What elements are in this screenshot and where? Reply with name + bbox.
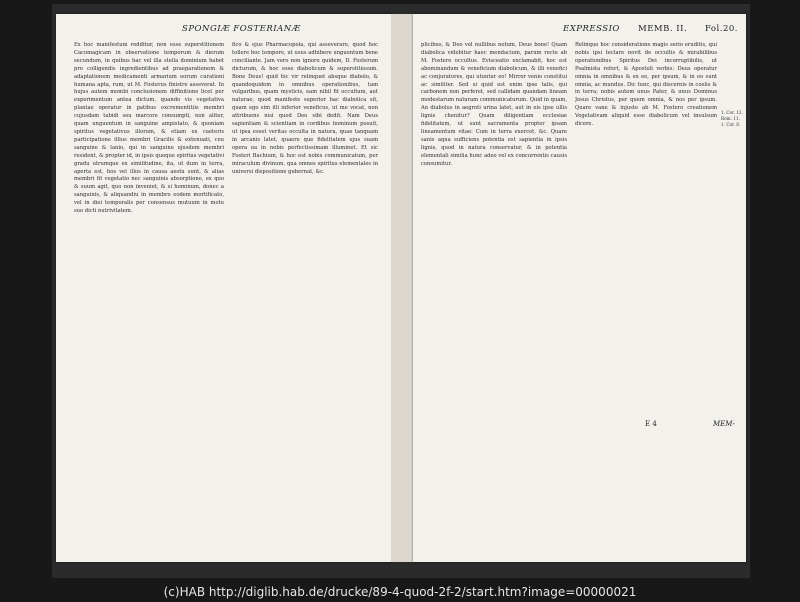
catchword: MEM- xyxy=(713,420,735,428)
right-running-title: EXPRESSIO xyxy=(563,24,620,34)
right-column-1-text: plicibus, & Deo vel nullibus notum, Deus bone! Quam diabolica videbitur haec mendacium, parum recte ab M. Fostero occultus. Evisceatio exclamabit, hoc est abominandum & veneficium diabolicum, & illi venefici ac conjuratores, qui utuntur eo! Mirror venio constitui ac similiter. Sed si quid est enim ipse talis, qui carbonem non perferet, sed callidam quandam lineam modestarum naturam communicaturum. Quid in quam, An diabolus in aegroti urina latet, aut in eis ipse ullis lignis chenitur? Quam diligentiam ecclesiae fidelitatem, ut sunt sacramenta propter ipsam lineamentum vitae: Cum in terra exercet, &c. Quare sanis aqua sufficiens potentia est sapientia in ipsis lignis, quod in natura conservatur, & in potentia elementali similia hunc adeo vel ex concurrentis causis consumitur. xyxy=(421,42,567,167)
left-running-head xyxy=(56,24,391,38)
book-gutter xyxy=(391,14,413,562)
left-column-1-text: Ex hoc manifestum redditur, non esse superstitionem Cacomagicam in observatione temporum & dierum secundum, in quibus hac vel illa stella dominium habet pro colligendis ingredientibus ad praeparationem & adaptationem medicamenti armarium eorum curationi humana apta, rum, ut M. Fosterus finistre asseverat. In hujus autem mombi conclusionem diffinitione licet per experimentum antea dictum, quando vis vegetativa plantae operatur in patibus excrementitiis membri cujusdam tabidi seu marcore consumpti, non aliter, quam unguentum in sanguine ampistato, & quoniam spiritus vegetativus illorum, & etiam ex caeteris participatione illius membri Gracilis & extenuati, ceu sanguine & lanio, qui in sanguine ejusdem membri resident, & propter id, in ipsis quoque spiritus vegetativi gradu utrumque ex similitudine, ita, ut dum in terra, aperta est, hos vel illos in causa aestu sunt, & alias membri fit vegetatio nec sanguinis absorptione, ex quo & suum agit, quo non inveniet, & si hominum, donec a sanguinis, & aliquandiu in membro eodem mortificato, vel in diei temporalis per consensus mutuum in motu suo dicti nutrivitatem. xyxy=(74,42,224,215)
margin-notes: 1. Cor. 12. Rom. 11. 1. Cor. 8. xyxy=(721,110,743,127)
copyright-caption: (c)HAB http://diglib.hab.de/drucke/89-4-quod-2f-2/start.htm?image=00000021 xyxy=(163,585,637,599)
right-running-head xyxy=(413,24,746,38)
section-label: MEMB. II. xyxy=(638,24,688,34)
left-running-title: SPONGIÆ FOSTERIANÆ xyxy=(182,24,301,34)
left-page xyxy=(56,14,391,562)
book-spread xyxy=(52,4,750,578)
folio-number: Fol.20. xyxy=(705,24,738,34)
right-page xyxy=(413,14,746,562)
left-column-2-text: fico & ejus Pharmacopola, qui asseverare, quod hoc tollere hoc tempore, ut usus adhibere unguentum bene conciliante. Jam vero non ignoro quidem, D. Fosterum dicturum, & hoc esse diabolicum & superstitiosum. Bone Deus! quid hic vir relinquet absque diabolo, & quandoquidem in omnibus operationibus, tam vulgaribus, quam mysticis, eam nihil fit occultum, aut naturae, quod manifeste superior hac diabolica sit, quam ego sim illi inferior veneficus, ut me vocat, non attribuens nisi quod Deo sibi dedit. Nam Deus sapientiam & scientiam in cordibus hominum posuit, ut ipsa esset veritas occulta in natura, quae tanquam in arcanis latet, quaere que fidelitatem ejus suam opera ea in nobis perfectissimam illuminet. Et sic Fosteri Bachium, & hoc est nobis communicatum, per miraculum divinum, qua omnes spiritus elementales in universi dispositione gubernat, &c. xyxy=(232,42,378,175)
signature-mark: E 4 xyxy=(645,420,657,428)
right-column-2-text: Relinquo hoc consideratione magis serio eruditis, qui nobis ipsi teclare novit de occultis & mirabilibus operationibus Spiritus Dei incorruptibilis, ut Psalmista refert, & Apostoli verbis: Deus operatur omnia in omnibus & ex eo, per ipsum, & in eo sunt omnia, ac mundus. Dic tunc, qui discernis in coelis & in terra; nobis autem unus Pater, & unus Dominus Jesus Christus, per quem omnia, & nos per ipsum. Quare vane & injuste ab M. Fostero creationem Vegetativam aliquid esse diabolicum vel insulsum dicere. xyxy=(575,42,717,128)
